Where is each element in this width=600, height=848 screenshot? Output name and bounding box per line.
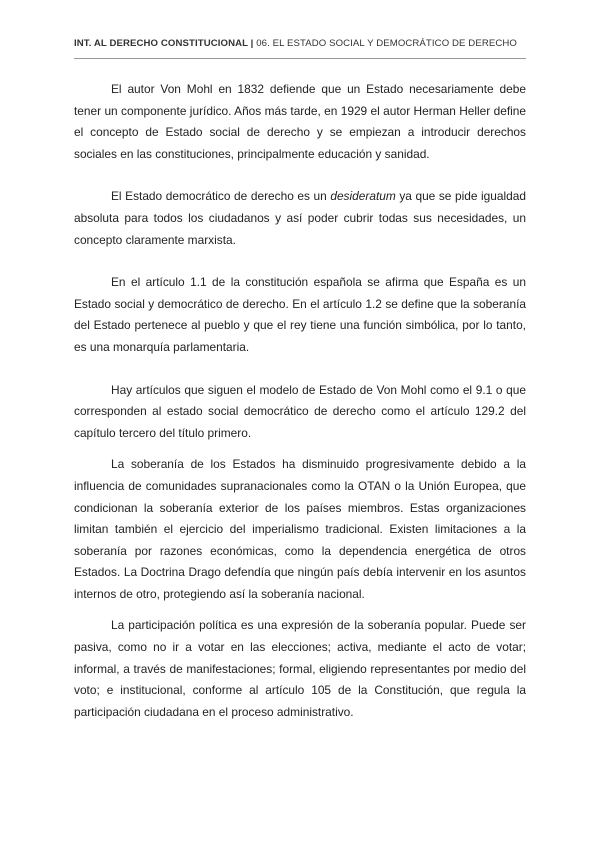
paragraph-text: ya que se pide igualdad absoluta para todos los ciudadanos y así poder cubrir todas sus necesidades, un concepto claramente marxista. <box>74 189 527 247</box>
paragraph-soberania: La soberanía de los Estados ha disminuido progresivamente debido a la influencia de comunidades supranacionales como la OTAN o la Unión Europea, que condicionan la soberanía exterior de los países miembros. Estas organizaciones limitan también el ejercicio del imperialismo tradicional. Existen limitaciones a la soberanía por razones económicas, como la dependencia energética de otros Estados. La Doctrina Drago defendía que ningún país debía intervenir en los asuntos internos de otro, protegiendo así la soberanía nacional. <box>74 457 526 601</box>
italic-term: desideratum <box>330 189 396 204</box>
paragraph-estado-democratico <box>74 186 526 251</box>
header-chapter-title: 06. EL ESTADO SOCIAL Y DEMOCRÁTICO DE DERECHO <box>253 38 517 49</box>
paragraph-participacion-politica: La participación política es una expresión de la soberanía popular. Puede ser pasiva, como no ir a votar en las elecciones; activa, mediante el acto de votar; informal, a través de manifestaciones; formal, eligiendo representantes por medio del voto; e institucional, conforme al artículo 105 de la Constitución, que regula la participación ciudadana en el proceso administrativo. <box>74 618 526 719</box>
running-header <box>74 38 526 49</box>
paragraph-von-mohl: El autor Von Mohl en 1832 defiende que un Estado necesariamente debe tener un componente jurídico. Años más tarde, en 1929 el autor Herman Heller define el concepto de Estado social de derecho y se empiezan a introducir derechos sociales en las constituciones, principalmente educación y sanidad. <box>74 82 526 161</box>
paragraph-constitucion-espanola: En el artículo 1.1 de la constitución española se afirma que España es un Estado social y democrático de derecho. En el artículo 1.2 se define que la soberanía del Estado pertenece al pueblo y que el rey tiene una función simbólica, por lo tanto, es una monarquía parlamentaria. <box>74 275 526 354</box>
header-course-title: INT. AL DERECHO CONSTITUCIONAL | <box>74 38 254 49</box>
document-body <box>74 79 526 723</box>
paragraph-articulos: Hay artículos que siguen el modelo de Estado de Von Mohl como el 9.1 o que corresponden al estado social democrático de derecho como el artículo 129.2 del capítulo tercero del título primero. <box>74 382 526 440</box>
header-divider <box>74 58 526 59</box>
paragraph-text: El Estado democrático de derecho es un <box>111 189 331 204</box>
